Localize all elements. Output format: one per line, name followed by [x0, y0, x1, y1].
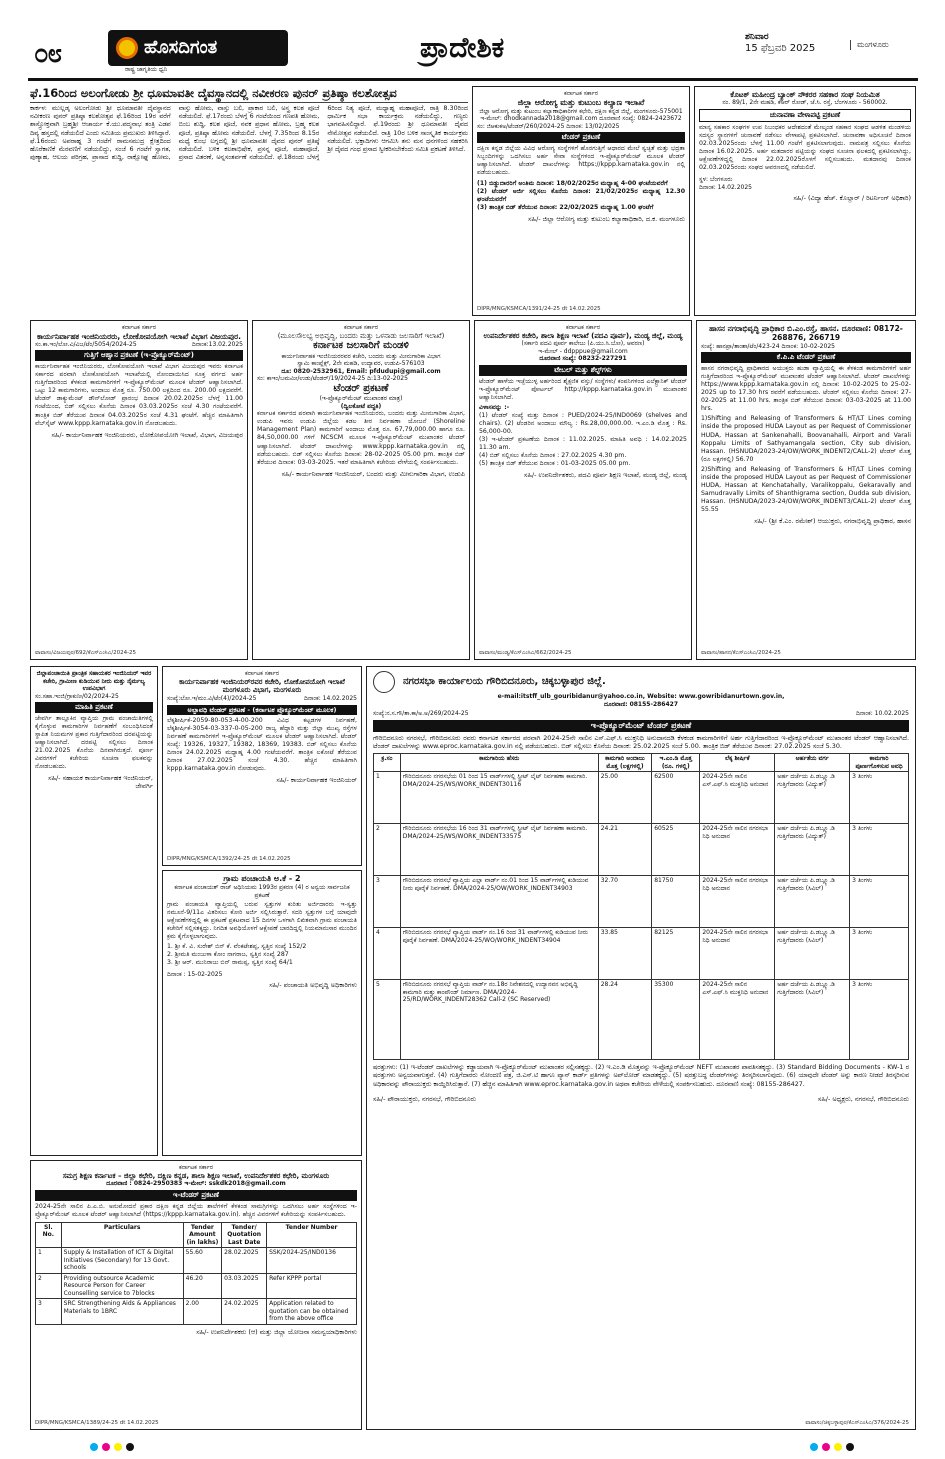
- ad-body: ಮಾನ್ಯ ಸಹಕಾರ ಸಂಘಗಳ ಉಪ ನಿಬಂಧಕರ ಆದೇಶದಂತೆ ಮೇಲ್ಕಂಡ ಸಹಕಾರ ಸಂಘದ ಆಡಳಿತ ಮಂಡಳಿಯ ಸದಸ್ಯರ ಸ್ಥಾನಗಳಿಗೆ ಚುನಾವಣೆ ನಡೆಸಲು ವೇಳಾಪಟ್ಟಿ ಪ್ರಕಟಿಸಲಾಗಿದೆ. ಚುನಾವಣಾ ಅಧಿಸೂಚನೆ ದಿನಾಂಕ 02.03.2025ರಂದು ಬೆಳಗ್ಗೆ 11.00 ಗಂಟೆಗೆ ಪ್ರಕಟಿಸಲಾಗುವುದು. ನಾಮಪತ್ರ ಸಲ್ಲಿಸಲು ಕೊನೆಯ ದಿನಾಂಕ 16.02.2025. ಅರ್ಹ ಮತದಾರರ ಪಟ್ಟಿಯನ್ನು ಸಂಘದ ಸೂಚನಾ ಫಲಕದಲ್ಲಿ ಪ್ರಕಟಿಸಲಾಗಿದ್ದು, ಆಕ್ಷೇಪಣೆಗಳಿದ್ದಲ್ಲಿ ದಿನಾಂಕ 22.02.2025ರೊಳಗೆ ಸಲ್ಲಿಸಬಹುದು. ಮತದಾನವು ದಿನಾಂಕ 02.03.2025ರಂದು ಸಂಘದ ಆವರಣದಲ್ಲಿ ನಡೆಯಲಿದೆ.: [699, 123, 911, 171]
- ad-sign: ಸಹಿ/- ಕಾರ್ಯನಿರ್ವಾಹಕ ಇಂಜಿನಿಯರ್: [276, 776, 357, 785]
- ad-work-item: 1)Shifting and Releasing of Transformers & HT/LT Lines coming inside the proposed HUDA Layout as per Request of Commissioner HUDA, Hassan at Sankenahalli, Boovanahalli, Airport and Varali Koppalu Limits of Sathyamangala section, City sub division, Hassan. (HSNUDA/2023-24/OW/WORK_INDENT2/CALL-2) ಟೆಂಡರ್ ಮೊತ್ತ (ರೂ ಲಕ್ಷಗಳಲ್ಲಿ) 56.70: [701, 415, 911, 463]
- ad-dipr: DIPR/MNG/KSMCA/1392/24-25 dt 14.02.2025: [167, 856, 291, 863]
- ad-sign: ಸಹಿ/- ಪಂಚಾಯತಿ ಅಭಿವೃದ್ಧಿ ಅಧಿಕಾರಿಗಳು: [269, 981, 357, 989]
- table-cell: 4: [374, 928, 401, 980]
- table-header: ಕಾಮಗಾರಿ ಅಂದಾಜು ಮೊತ್ತ (ಲಕ್ಷಗಳಲ್ಲಿ): [598, 754, 652, 772]
- ad-office: ಹಾಸನ ನಗರಾಭಿವೃದ್ಧಿ ಪ್ರಾಧಿಕಾರ ಬಿ.ಎಂ.ರಸ್ತೆ, ಹಾಸನ. ದೂರವಾಣಿ: 08172-268876, 266719: [709, 324, 903, 343]
- table-cell: 28.02.2025: [222, 1248, 267, 1274]
- city-edition: ಮಂಗಳೂರು: [850, 40, 889, 50]
- ad-item: 3. ಶ್ರೀ ಆರ್. ಮುನಿರಾಜು ಬಿನ್ ರಾಮಪ್ಪ, ಸ್ವತ್ತಿನ ಸಂಖ್ಯೆ 64/1: [167, 959, 293, 967]
- ssk-tender-table: [35, 1222, 357, 1325]
- table-cell: 2024-25ನೇ ಸಾಲಿನ ಎಸ್.ಎಫ್.ಸಿ ಮುಕ್ತನಿಧಿ ಅನುದಾನ: [700, 980, 775, 1060]
- table-cell: 3: [36, 1299, 62, 1325]
- table-cell: 32.70: [598, 876, 652, 928]
- ad-address: ಜಿಲ್ಲಾ ಆರೋಗ್ಯ ಮತ್ತು ಕುಟುಂಬ ಕಲ್ಯಾಣಾಧಿಕಾರಿಗಳ ಕಛೇರಿ, ದಕ್ಷಿಣ ಕನ್ನಡ ಜಿಲ್ಲೆ, ಮಂಗಳೂರು-575001: [479, 107, 683, 115]
- ad-email: ಇ-ಮೇಲ್: dhodkannada2018@gmail.com ದೂರವಾಣಿ ಸಂಖ್ಯೆ: 0824-2423672: [480, 115, 682, 122]
- ad-gov: ಕರ್ನಾಟಕ ಸರ್ಕಾರ: [343, 324, 379, 331]
- table-row: [374, 772, 909, 824]
- table-cell: 3 ತಿಂಗಳು: [850, 876, 909, 928]
- ad-rural-water: [30, 666, 158, 1156]
- sun-logo-icon: [116, 37, 138, 59]
- table-cell: ಗೌರಿಬಿದನೂರು ನಗರಸಭೆ ವ್ಯಾಪ್ತಿಯ ವಾರ್ಡ್ ನಂ.18ರ ನಿವೇಶನದಲ್ಲಿ ಉದ್ಯಾನವನ ಅಭಿವೃದ್ಧಿ ಕಾಮಗಾರಿ ಮತ್ತು ಕಾಂಪೌಂಡ್ ನಿರ್ಮಾಣ. DMA/2024-25/RD/WORK_INDENT28362 Call-2 (SC Reserved): [400, 980, 598, 1060]
- table-cell: 62500: [652, 772, 700, 824]
- ad-pwd-vijayapura: [30, 320, 248, 660]
- brand-tagline: ರಾಷ್ಟ್ರ ಜಾಗೃತಿಯ ಧ್ವನಿ: [125, 66, 168, 73]
- ad-gov: ಕರ್ನಾಟಕ ಸರ್ಕಾರ: [244, 670, 280, 677]
- ad-title: ಟೆಂಡರ್ ಪ್ರಕಟಣೆ: [333, 382, 389, 394]
- ad-gov: ಕರ್ನಾಟಕ ಸರ್ಕಾರ: [565, 324, 601, 331]
- ad-sign: ಸಹಿ/- ಪೌರಾಯುಕ್ತರು, ನಗರಸಭೆ, ಗೌರಿಬಿದನೂರು: [373, 1094, 477, 1103]
- ad-sign: ಸಹಿ/- (ಶ್ರೀ ಕೆ.ಎಂ. ರಮೇಶ್) ಆಯುಕ್ತರು, ನಗರಾಭಿವೃದ್ಧಿ ಪ್ರಾಧಿಕಾರ, ಹಾಸನ: [754, 517, 911, 526]
- ad-work-item: 2)Shifting and Releasing of Transformers & HT/LT Lines coming inside the proposed HUDA Layout as per Request of Commissioner HUDA, Hassan at Kenchatahally, Varalikoppalu, Gekaravally and Samudravally Limits of Shanthigrama section, Dudda sub division, Hassan. (HSNUDA/2023-24/OW/WORK_INDENT3/CALL-2) ಟೆಂಡರ್ ಮೊತ್ತ 55.55: [701, 465, 911, 514]
- ad-detail-line: (4) ಬಿಡ್ ಸಲ್ಲಿಸಲು ಕೊನೆಯ ದಿನಾಂಕ : 27.02.2025 4.30 pm.: [479, 452, 627, 460]
- table-cell: 03.03.2025: [222, 1273, 267, 1299]
- ad-office: ನಗರಸಭಾ ಕಾರ್ಯಾಲಯ ಗೌರಿಬಿದನೂರು, ಚಿಕ್ಕಬಳ್ಳಾಪುರ ಜಿಲ್ಲೆ.: [403, 675, 606, 687]
- table-cell: 3: [374, 876, 401, 928]
- table-header: ಲೆಕ್ಕ ಶೀರ್ಷಿಕೆ: [700, 754, 775, 772]
- table-cell: 24.21: [598, 824, 652, 876]
- table-cell: ಗೌರಿಬಿದನೂರು ನಗರಸಭೆ ವ್ಯಾಪ್ತಿಯ ವಾರ್ಡ್ ನಂ.16 ರಿಂದ 31 ವಾರ್ಡ್‌ಗಳಲ್ಲಿ ಕುಡಿಯುವ ನೀರು ಪೂರೈಕೆ ನಿರ್ವಹಣೆ. DMA/2024-25/WO/WORK_INDENT34904: [400, 928, 598, 980]
- ad-detail-line: (3) ಇ-ಟೆಂಡರ್ ಪ್ರಕಟಣೆಯ ದಿನಾಂಕ : 11.02.2025. ಮಾಹಿತಿ ಅವಧಿ : 14.02.2025 11.30 am.: [479, 435, 687, 451]
- ad-sign: ಸಹಿ/- ಜಿಲ್ಲಾ ಆರೋಗ್ಯ ಮತ್ತು ಕುಟುಂಬ ಕಲ್ಯಾಣಾಧಿಕಾರಿ, ದ.ಕ. ಮಂಗಳೂರು: [528, 215, 685, 224]
- table-cell: Supply & Installation of ICT & Digital Initiatives (Secondary) for 13 Govt. schools: [61, 1248, 183, 1274]
- ad-detail-line: ವಿಳಾಸವನ್ನು :-: [479, 403, 510, 411]
- ad-date-line: (3) ತಾಂತ್ರಿಕ ಬಿಡ್ ತೆರೆಯುವ ದಿನಾಂಕ: 22/02/2025 ಮಧ್ಯಾಹ್ನ 1.00 ಘಂಟೆಗೆ: [477, 204, 654, 212]
- ad-ref: ಸಂ: ಜಿಆಕುಕಅ/ಟೆಂಡರ್/260/2024-25 ದಿನಾಂಕ: 13/02/2025: [477, 122, 620, 130]
- table-header-row: [36, 1222, 357, 1248]
- emblem-icon: [373, 671, 395, 693]
- ad-date: ದಿನಾಂಕ: 14.02.2025: [699, 183, 752, 191]
- ad-item: 1. ಶ್ರೀ ಕೆ. ವಿ. ಸುರೇಶ್ ಬಿನ್ ಕೆ. ವೆಂಕಟೇಶಪ್ಪ, ಸ್ವತ್ತಿನ ಸಂಖ್ಯೆ 152/2: [167, 943, 307, 951]
- ad-sub: (ಸರ್ಕಾರಿ ಪದವಿ ಪೂರ್ವ ಕಾಲೇಜು (ಪಿ.ಯು.ಸಿ.ಬೋ), ಆವರಣ): [521, 340, 645, 348]
- table-row: [374, 876, 909, 928]
- table-cell: 2: [374, 824, 401, 876]
- ad-gov: ಕರ್ನಾಟಕ ಸರ್ಕಾರ: [563, 90, 599, 97]
- ad-ref: ಸಂ.ಸಹಾ.ಇಂಜಿ/ಗ್ರಾಕುನೀ/02/2024-25: [35, 692, 119, 700]
- table-row: [374, 928, 909, 980]
- table-cell: 82125: [652, 928, 700, 980]
- table-row: [374, 980, 909, 1060]
- table-cell: 55.60: [183, 1248, 222, 1274]
- table-cell: 46.20: [183, 1273, 222, 1299]
- ad-title: ಚುನಾವಣಾ ವೇಳಾಪಟ್ಟಿ ಪ್ರಕಟಣೆ: [699, 109, 911, 122]
- table-header: Sl. No.: [36, 1222, 62, 1248]
- table-header: Tender Number: [267, 1222, 357, 1248]
- newspaper-logo: [108, 30, 288, 66]
- registration-mark: [90, 1443, 98, 1451]
- ad-detail-line: (5) ತಾಂತ್ರಿಕ ಬಿಡ್ ತೆರೆಯುವ ದಿನಾಂಕ : 01-03-2025 05.00 pm.: [479, 460, 631, 468]
- ad-sub: ಕಾರ್ಯನಿರ್ವಾಹಕ ಇಂಜಿನಿಯರರವರ ಕಚೇರಿ, ಬಂದರು ಮತ್ತು ಮೀನುಗಾರಿಕಾ ವಿಭಾಗ: [281, 352, 441, 360]
- ad-dept: (ಮೂಲಸೌಲಭ್ಯ ಅಭಿವೃದ್ಧಿ, ಬಂದರು ಮತ್ತು ಒಳನಾಡು ಜಲಸಾರಿಗೆ ಇಲಾಖೆ): [277, 331, 445, 340]
- day: ಶನಿವಾರ: [745, 32, 769, 42]
- ad-email: ಇ-ಮೇಲ್ - ddpppue@gmail.com: [538, 347, 628, 355]
- ad-pwd-mangaluru: [162, 666, 362, 866]
- ad-phone: ದೂರವಾಣಿ : 0824-2950383 ಇ-ಮೇಲ್: sskdk2018@gmail.com: [106, 1180, 286, 1188]
- table-cell: 3 ತಿಂಗಳು: [850, 980, 909, 1060]
- registration-mark: [834, 1443, 842, 1451]
- ad-sign: ಸಹಿ/- ಕಾರ್ಯನಿರ್ವಾಹಕ ಇಂಜಿನಿಯರರು, ಲೋಕೋಪಯೋಗಿ ಇಲಾಖೆ, ವಿಭಾಗ, ವಿಜಯಪುರ: [51, 430, 243, 439]
- table-cell: 1: [36, 1248, 62, 1274]
- ad-address: ಸ್ವಾಮಿ ಕಾಂಪ್ಲೆಕ್ಸ್, 2ನೇ ಮಹಡಿ, ಉದ್ಯಾವರ, ಉಡುಪಿ-576103: [297, 360, 425, 368]
- table-cell: 24.02.2025: [222, 1299, 267, 1325]
- ad-body: ಕರ್ನಾಟಕ ಸರ್ಕಾರದ ಪರವಾಗಿ ಕಾರ್ಯನಿರ್ವಾಹಕ ಇಂಜಿನಿಯರರು, ಬಂದರು ಮತ್ತು ಮೀನುಗಾರಿಕಾ ವಿಭಾಗ, ಉಡುಪಿ ಇವರು ಉಡುಪಿ ಜಿಲ್ಲೆಯ ಕಡಲ ತೀರ ನಿರ್ವಹಣಾ ಯೋಜನೆ (Shoreline Management Plan) ಕಾಮಗಾರಿಗೆ ಅಂದಾಜು ಮೊತ್ತ ರೂ. 67,79,000.00 ಹಾಗೂ ರೂ. 84,50,000.00 ಗಳಿಗೆ NCSCM ಮೂಲಕ ಇ-ಪ್ರೊಕ್ಯೂರ್‌ಮೆಂಟ್ ಮುಖಾಂತರ ಟೆಂಡರ್ ಆಹ್ವಾನಿಸಲಾಗಿದೆ. ಟೆಂಡರ್ ದಾಖಲೆಗಳನ್ನು www.kppp.karnataka.gov.in ನಲ್ಲಿ ಪಡೆಯಬಹುದು. ಬಿಡ್ ಸಲ್ಲಿಸಲು ಕೊನೆಯ ದಿನಾಂಕ: 28-02-2025 05.00 pm. ತಾಂತ್ರಿಕ ಬಿಡ್ ತೆರೆಯುವ ದಿನಾಂಕ: 03-03-2025. ಇತರೆ ಮಾಹಿತಿಗಾಗಿ ಕಚೇರಿಯ ವೇಳೆಯಲ್ಲಿ ಸಂಪರ್ಕಿಸಬಹುದು.: [257, 410, 465, 466]
- ad-office: ಕಾರ್ಯನಿರ್ವಾಹಕ ಇಂಜಿನಿಯರ್‌ರವರ ಕಚೇರಿ, ಲೋಕೋಪಯೋಗಿ ಇಲಾಖೆ ಮಂಗಳೂರು ವಿಭಾಗ, ಮಂಗಳೂರು: [179, 677, 345, 695]
- ad-sign: ಸಹಿ/- ಕಾರ್ಯನಿರ್ವಾಹಕ ಇಂಜಿನಿಯರ್, ಬಂದರು ಮತ್ತು ಮೀನುಗಾರಿಕಾ ವಿಭಾಗ, ಉಡುಪಿ: [281, 469, 465, 478]
- ad-detail-line: (1) ಟೆಂಡರ್ ಸಂಖ್ಯೆ ಮತ್ತು ದಿನಾಂಕ : PUED/2024-25/IND0069 (shelves and chairs). (2) ಟೆಂಡರಿನ ಅಂದಾಜು ಮೌಲ್ಯ : Rs.28,00,000.00. ಇ.ಎಂ.ಡಿ ಮೊತ್ತ : Rs. 56,000-00.: [479, 411, 687, 435]
- ad-date: ದಿನಾಂಕ: 10.02.2025: [856, 710, 909, 717]
- ad-title: ಗ್ರಾಮ ಪಂಚಾಯತಿ ಅ.ಕೆ - 2: [223, 874, 301, 883]
- table-header: ಕ್ರ.ಸಂ: [374, 754, 401, 772]
- ad-dipr: ವಾವಾಸಂ/ಚಿಕ್ಕಬಳ್ಳಾಪುರ/ಕೆಎಸ್ಎಂಸಿಎ/376/2024-25: [805, 1420, 909, 1427]
- table-cell: 3 ತಿಂಗಳು: [850, 772, 909, 824]
- table-row: [36, 1273, 357, 1299]
- table-row: [36, 1299, 357, 1325]
- ad-ssk-dk: [30, 1160, 362, 1430]
- table-cell: Refer KPPP portal: [267, 1273, 357, 1299]
- table-cell: ಅರ್ಹ ದರ್ಜೆಯ ಪಿ.ಡಬ್ಲ್ಯೂ.ಡಿ ಗುತ್ತಿಗೆದಾರರು (ಸಿವಿಲ್): [775, 876, 850, 928]
- ad-conditions: ಷರತ್ತುಗಳು: (1) ಇ-ಟೆಂಡರ್ ದಾಖಲೆಗಳನ್ನು ಕಡ್ಡಾಯವಾಗಿ ಇ-ಪ್ರೊಕ್ಯೂರ್‌ಮೆಂಟ್ ಮುಖಾಂತರ ಸಲ್ಲಿಸತಕ್ಕದ್ದು. (2) ಇ.ಎಂ.ಡಿ ಮೊತ್ತವನ್ನು ಇ-ಪ್ರೊಕ್ಯೂರ್‌ಮೆಂಟ್ NEFT ಮುಖಾಂತರ ಪಾವತಿಸತಕ್ಕದ್ದು. (3) Standard Bidding Documents - KW-1 ರ ಷರತ್ತುಗಳು ಅನ್ವಯವಾಗುತ್ತವೆ. (4) ಗುತ್ತಿಗೆದಾರರು ನೋಂದಣಿ ಪತ್ರ, ಜಿ.ಎಸ್.ಟಿ ಹಾಗೂ ಪ್ಯಾನ್ ಕಾರ್ಡ್ ಪ್ರತಿಗಳನ್ನು ಅಪ್‌ಲೋಡ್ ಮಾಡತಕ್ಕದ್ದು. (5) ಷರತ್ತುಬದ್ಧ ಟೆಂಡರ್‌ಗಳನ್ನು ತಿರಸ್ಕರಿಸಲಾಗುವುದು. (6) ಯಾವುದೇ ಟೆಂಡರ್ ಅನ್ನು ಕಾರಣ ನೀಡದೆ ತಿರಸ್ಕರಿಸುವ ಅಧಿಕಾರವನ್ನು ಪೌರಾಯುಕ್ತರು ಕಾಯ್ದಿರಿಸಿರುತ್ತಾರೆ. (7) ಹೆಚ್ಚಿನ ಮಾಹಿತಿಗಾಗಿ www.eproc.karnataka.gov.in ಅಥವಾ ಕಚೇರಿಯ ವೇಳೆಯಲ್ಲಿ ಸಂಪರ್ಕಿಸಬಹುದು. ದೂರವಾಣಿ ಸಂಖ್ಯೆ: 08155-286427.: [373, 1064, 909, 1088]
- ad-subtitle: (ಇ-ಪ್ರೊಕ್ಯೂರ್‌ಮೆಂಟ್ ಮುಖಾಂತರ ಮಾತ್ರ): [319, 395, 403, 403]
- table-cell: SSK/2024-25/IND0136: [267, 1248, 357, 1274]
- registration-mark: [126, 1443, 134, 1451]
- ad-dk-health: [472, 86, 690, 316]
- ad-body: ಲೆಕ್ಕಶೀರ್ಷಿಕೆ-2059-80-053-4-00-200 ವಿವಿಧ ಕಟ್ಟಡಗಳ ನಿರ್ವಹಣೆ, ಲೆಕ್ಕಶೀರ್ಷಿಕೆ-3054-03-337-0-05-200 ರಾಜ್ಯ ಹೆದ್ದಾರಿ ಮತ್ತು ಜಿಲ್ಲಾ ಮುಖ್ಯ ರಸ್ತೆಗಳ ನಿರ್ವಹಣೆ ಕಾಮಗಾರಿಗಳಿಗೆ ಇ-ಪ್ರೊಕ್ಯೂರ್‌ಮೆಂಟ್ ಮೂಲಕ ಟೆಂಡರ್ ಆಹ್ವಾನಿಸಲಾಗಿದೆ. ಟೆಂಡರ್ ಸಂಖ್ಯೆ: 19326, 19327, 19382, 18369, 19383. ಬಿಡ್ ಸಲ್ಲಿಸಲು ಕೊನೆಯ ದಿನಾಂಕ 24.02.2025 ಮಧ್ಯಾಹ್ನ 4.00 ಗಂಟೆಯವರೆಗೆ. ತಾಂತ್ರಿಕ ಲಕೋಟೆ ತೆರೆಯುವ ದಿನಾಂಕ 27.02.2025 ಸಂಜೆ 4.30. ಹೆಚ್ಚಿನ ಮಾಹಿತಿಗಾಗಿ kppp.karnataka.gov.in ನೋಡುವುದು.: [167, 716, 357, 772]
- ad-dipr: ವಾವಾಸಂ/ವಿಜಯಪುರ/692/ಕೆಎಸ್ಎಂಸಿಎ/2024-25: [35, 650, 137, 657]
- table-header: Particulars: [61, 1222, 183, 1248]
- news-article: ಕಾರ್ಕಳ: ಮುಲ್ಲಡ್ಕ ಅಲಂಗೋಡು ಶ್ರೀ ಧೂಮಾವತೀ ದೈವಸ್ಥಾನದ ನವೀಕರಣ ಪುನರ್ ಪ್ರತಿಷ್ಠಾ ಕಲಶೋತ್ಸವ ಫೆ.16ರಿಂದ 19ರ ವರೆಗೆ ಶಾಸ್ತ್ರೋಕ್ತವಾಗಿ ಬ್ರಹ್ಮಶ್ರೀ ಆಚಾರ್ಯ ಕೆ.ಯು.ಪದ್ಮನಾಭ ತಂತ್ರಿ ಎಡಪ ದಿವ್ಯ ಹಸ್ತದಲ್ಲಿ ನಡೆಯಲಿದೆ ಎಂದು ಸಮಿತಿಯ ಪ್ರಮುಖರು ತಿಳಿಸಿದ್ದಾರೆ. ಫೆ.16ರಂದು ಅಪರಾಹ್ನ 3 ಗಂಟೆಗೆ ರಾಮಸಮುದ್ರ ಕ್ಷೇತ್ರದಿಂದ ಹೊರೆಕಾಣಿಕೆ ಮೆರವಣಿಗೆ ನಡೆಯಲಿದ್ದು, ಸಂಜೆ 6 ಗಂಟೆಗೆ ಸ್ವಾಗತ, ಪುಣ್ಯಾಹ, ಆಲಯ ಪರಿಗ್ರಹ, ಪ್ರಾಸಾದ ಶುದ್ಧಿ, ರಾಕ್ಷೋಘ್ನ ಹೋಮ, ವಾಸ್ತು ಹೋಮ, ವಾಸ್ತು ಬಲಿ, ಪ್ರಾಕಾರ ಬಲಿ, ಅಸ್ತ್ರ ಕಲಶ ಪೂಜೆ ನಡೆಯಲಿದೆ. ಫೆ.17ರಂದು ಬೆಳಗ್ಗೆ 6 ಗಂಟೆಯಿಂದ ಗಣಪತಿ ಹೋಮ, ಬಿಂಬ ಶುದ್ಧಿ, ಕಲಶ ಪೂಜೆ, ನವಕ ಪ್ರಧಾನ ಹೋಮ, ಬ್ರಹ್ಮ ಕಲಶ ಪೂಜೆ, ಪ್ರತಿಷ್ಠಾ ಹೋಮ ನಡೆಯಲಿದೆ. ಬೆಳಗ್ಗೆ 7.35ರಿಂದ 8.15ರ ಮಧ್ಯೆ ಕುಂಭ ಲಗ್ನದಲ್ಲಿ ಶ್ರೀ ಧೂಮಾವತೀ ದೈವದ ಪುನರ್ ಪ್ರತಿಷ್ಠೆ ನಡೆಯಲಿದೆ. ಬಳಿಕ ಕಲಶಾಭಿಷೇಕ, ಪ್ರಸನ್ನ ಪೂಜೆ, ಮಹಾಪೂಜೆ, ಪ್ರಸಾದ ವಿತರಣೆ, ಅನ್ನಸಂತರ್ಪಣೆ ನಡೆಯಲಿದೆ. ಫೆ.18ರಂದು ಬೆಳಗ್ಗೆ 6ರಿಂದ ನಿತ್ಯ ಪೂಜೆ, ಮಧ್ಯಾಹ್ನ ಮಹಾಪೂಜೆ, ರಾತ್ರಿ 8.30ರಿಂದ ಧಾರ್ಮಿಕ ಸಭಾ ಕಾರ್ಯಕ್ರಮ ನಡೆಯಲಿದ್ದು, ಗಣ್ಯರು ಭಾಗವಹಿಸಲಿದ್ದಾರೆ. ಫೆ.19ರಂದು ಶ್ರೀ ಧೂಮಾವತೀ ದೈವದ ನೇಮೋತ್ಸವ ನಡೆಯಲಿದೆ. ರಾತ್ರಿ 10ರ ಬಳಿಕ ಸಾಂಸ್ಕೃತಿಕ ಕಾರ್ಯಕ್ರಮ ನಡೆಯಲಿದೆ. ಭಕ್ತಾದಿಗಳು ಆಗಮಿಸಿ ತನು ಮನ ಧನಗಳಿಂದ ಸಹಕರಿಸಿ ಶ್ರೀ ದೈವದ ಗಂಧ ಪ್ರಸಾದ ಸ್ವೀಕರಿಸಬೇಕೆಂದು ಸಮಿತಿ ಪ್ರಕಟಣೆ ತಿಳಿಸಿದೆ.: [30, 104, 468, 162]
- table-header: ಕಾಮಗಾರಿ ಪೂರ್ಣಗೊಳಿಸುವ ಅವಧಿ: [850, 754, 909, 772]
- ad-title: ಇ-ಪ್ರೊಕ್ಯೂರ್‌ಮೆಂಟ್ ಟೆಂಡರ್ ಪ್ರಕಟಣೆ: [373, 720, 909, 732]
- ad-date: ದಿನಾಂಕ:13.02.2025: [191, 340, 243, 348]
- table-cell: Providing outsource Academic Resource Person for Career Counselling service to 7blocks: [61, 1273, 183, 1299]
- table-cell: 2024-25ನೇ ಸಾಲಿನ ನಗರಸಭಾ ನಿಧಿ ಅನುದಾನ: [700, 876, 775, 928]
- ad-body: ಗೌರಿಬಿದನೂರು ನಗರಸಭೆ, ಗೌರಿಬಿದನೂರು ರವರು ಕರ್ನಾಟಕ ಸರ್ಕಾರದ ಪರವಾಗಿ 2024-25ನೇ ಸಾಲಿನ ಎಸ್.ಎಫ್.ಸಿ ಮುಕ್ತನಿಧಿ ಅನುದಾನದಡಿ ಕೆಳಕಂಡ ಕಾಮಗಾರಿಗಳಿಗೆ ಅರ್ಹ ಗುತ್ತಿಗೆದಾರರಿಂದ ಇ-ಪ್ರೊಕ್ಯೂರ್‌ಮೆಂಟ್ ಮುಖಾಂತರ ಟೆಂಡರ್ ಆಹ್ವಾನಿಸಲಾಗಿದೆ. ಟೆಂಡರ್ ದಾಖಲೆಗಳನ್ನು www.eproc.karnataka.gov.in ನಲ್ಲಿ ಪಡೆಯಬಹುದು. ಬಿಡ್ ಸಲ್ಲಿಸಲು ಕೊನೆಯ ದಿನಾಂಕ: 25.02.2025 ಸಂಜೆ 5.00. ತಾಂತ್ರಿಕ ಬಿಡ್ ತೆರೆಯುವ ದಿನಾಂಕ: 27.02.2025 ಸಂಜೆ 5.30.: [373, 733, 909, 750]
- ad-office: ಕರ್ನಾಟಕ ಜಲಸಾರಿಗೆ ಮಂಡಳಿ: [313, 340, 409, 352]
- ad-office: ಜಿಲ್ಲಾಪಂಚಾಯಿತಿ ಪ್ರಾಂತ್ರಿಕ ಸಹಾಯಕರ ಇಂಜಿನಿಯರ್ ಇವರ ಕಚೇರಿ, ಗ್ರಾಮೀಣ ಕುಡಿಯುವ ನೀರು ಮತ್ತು ನೈರ್ಮಲ್ಯ ಉಪವಿಭಾಗ: [36, 670, 152, 692]
- page-number: ೦೮: [34, 39, 62, 69]
- ad-sign: ಸಹಿ/- (ವಿದ್ಯಾ ಹೆಚ್. ಕೊಲ್ಲಾರ್ / ರಿಟರ್ನಿಂಗ್ ಅಧಿಕಾರಿ): [793, 194, 911, 202]
- table-header-row: [374, 754, 909, 772]
- table-cell: 60525: [652, 824, 700, 876]
- ad-dipr: ವಾವಾಸಂ/ಮಂಡ್ಯ/ಕೆಎಸ್ಎಂಸಿಎ/662/2024-25: [479, 650, 572, 657]
- section-title: ಪ್ರಾದೇಶಿಕ: [420, 31, 505, 64]
- ad-sign: ಸಹಿ/- ಉಪನಿರ್ದೇಶಕರು (ಆ) ಮತ್ತು ಜಿಲ್ಲಾ ಯೋಜನಾ ಸಮನ್ವಯಾಧಿಕಾರಿಗಳು: [196, 1327, 357, 1336]
- gauri-tender-table: [373, 753, 909, 1060]
- ad-office: ಜಿಲ್ಲಾ ಆರೋಗ್ಯ ಮತ್ತು ಕುಟುಂಬ ಕಲ್ಯಾಣ ಇಲಾಖೆ: [517, 97, 645, 107]
- ad-gov: ಕರ್ನಾಟಕ ಸರ್ಕಾರ: [121, 324, 157, 331]
- ad-phone: ದೂರವಾಣಿ ಸಂಖ್ಯೆ: 08232-227291: [539, 355, 627, 363]
- table-cell: 25.00: [598, 772, 652, 824]
- registration-mark: [114, 1443, 122, 1451]
- ad-kotak-society: [694, 86, 916, 316]
- registration-mark: [846, 1443, 854, 1451]
- ad-title: ಮಾಹಿತಿ ಪ್ರಕಟಣೆ: [35, 702, 153, 713]
- ad-body: ಹಾಸನ ನಗರಾಭಿವೃದ್ಧಿ ಪ್ರಾಧಿಕಾರದ ಅಯುಕ್ತರು ಹುಡಾ ವ್ಯಾಪ್ತಿಯಲ್ಲಿ ಈ ಕೆಳಕಂಡ ಕಾಮಗಾರಿಗಳಿಗೆ ಅರ್ಹ ಗುತ್ತಿಗೆದಾರರಿಂದ ಇ-ಪ್ರೊಕ್ಯೂರ್‌ಮೆಂಟ್ ಮುಖಾಂತರ ಟೆಂಡರ್ ಆಹ್ವಾನಿಸಲಾಗಿದೆ. ಟೆಂಡರ್ ದಾಖಲೆಗಳನ್ನು https://www.kppp.karnataka.gov.in ನಲ್ಲಿ ದಿನಾಂಕ: 10-02-2025 to 25-02-2025 up to 17.30 hrs ರವರೆಗೆ ಪಡೆಯಬಹುದು. ಟೆಂಡರ್ ಸಲ್ಲಿಸಲು ಕೊನೆಯ ದಿನಾಂಕ: 27-02-2025 at 11.00 hrs. ತಾಂತ್ರಿಕ ಬಿಡ್ ತೆರೆಯುವ ದಿನಾಂಕ: 03-03-2025 at 11.00 hrs.: [701, 365, 911, 413]
- ad-mandya-pue: [474, 320, 692, 660]
- ad-title: ಕೆ.ಪಿ.ಪಿ ಟೆಂಡರ್ ಪ್ರಕಟಣೆ: [701, 352, 911, 363]
- ad-body: ಟೆಂಡರ್ ಹಾಳೆಯ ಇಚ್ಛೆಯುಳ್ಳ ಅರ್ಹರಿಂದ ಶೈಕ್ಷಣಿಕ ವಸ್ತು/ ಸಂಸ್ಥೆಗಳು/ ಕಂಪನಿಗಳಿಂದ ಎಲೆಕ್ಟ್ರಾನಿಕ್ ಟೆಂಡರ್ ಇ-ಪ್ರೊಕ್ಯೂರ್‌ಮೆಂಟ್ ಪೋರ್ಟಲ್ http://kppp.karnataka.gov.in ಮುಖಾಂತರ ಆಹ್ವಾನಿಸಲಾಗಿದೆ.: [479, 377, 687, 401]
- ad-body: ಗ್ರಾಮ ಪಂಚಾಯತಿ ವ್ಯಾಪ್ತಿಯಲ್ಲಿ ಬರುವ ಸ್ವತ್ತುಗಳ ಕುರಿತು ಅರ್ಜಿದಾರರು ಇ-ಸ್ವತ್ತು ನಮೂನೆ-9/11ಎ ವಿತರಿಸಲು ಕೋರಿ ಅರ್ಜಿ ಸಲ್ಲಿಸಿರುತ್ತಾರೆ. ಸದರಿ ಸ್ವತ್ತುಗಳ ಬಗ್ಗೆ ಯಾವುದೇ ಆಕ್ಷೇಪಣೆಗಳಿದ್ದಲ್ಲಿ ಈ ಪ್ರಕಟಣೆ ಪ್ರಕಟವಾದ 15 ದಿನಗಳ ಒಳಗಾಗಿ ಲಿಖಿತವಾಗಿ ಗ್ರಾಮ ಪಂಚಾಯತಿ ಕಚೇರಿಗೆ ಸಲ್ಲಿಸತಕ್ಕದ್ದು. ನಿಗದಿತ ಅವಧಿಯೊಳಗೆ ಆಕ್ಷೇಪಣೆ ಬಾರದಿದ್ದಲ್ಲಿ ನಿಯಮಾನುಸಾರ ಮುಂದಿನ ಕ್ರಮ ಕೈಗೊಳ್ಳಲಾಗುವುದು.: [167, 901, 357, 941]
- header-rule: [28, 78, 918, 81]
- brand-name: ಹೊಸದಿಗಂತ: [144, 36, 218, 58]
- ad-ref: ಸಂಖ್ಯೆ:ನ.ಸ.ಗೌ/ತಾ.ಕಾ/ಅ.ಅ/269/2024-25: [373, 710, 469, 717]
- ad-phone: ದೂರವಾಣಿ: 08155-286427: [604, 700, 678, 708]
- registration-mark: [810, 1443, 818, 1451]
- ad-ref: ಸಂಖ್ಯೆ: ಹಾನಪ್ರಾ/ತಾಂಶಾ/ಟೆಂ/423-24 ದಿನಾಂಕ: 10-02-2025: [701, 342, 835, 350]
- ad-body: ಜೇವರ್ಗಿ ತಾಲ್ಲೂಕಿನ ವ್ಯಾಪ್ತಿಯ ಗ್ರಾಮ ಪಂಚಾಯಿತಿಗಳಲ್ಲಿ ಕೈಗೊಳ್ಳುವ ಕಾಮಗಾರಿಗಳ ನಿರ್ವಹಣೆಗೆ ಸಂಬಂಧಿಸಿದಂತೆ ಸ್ಥಾಪಿತ ನಿಯಮಗಳ ಪ್ರಕಾರ ಗುತ್ತಿಗೆದಾರರಿಂದ ದರಪಟ್ಟಿಯನ್ನು ಆಹ್ವಾನಿಸಲಾಗಿದೆ. ದರಪಟ್ಟಿ ಸಲ್ಲಿಸಲು ದಿನಾಂಕ 21.02.2025 ಕೊನೆಯ ದಿನವಾಗಿರುತ್ತದೆ. ಪೂರ್ಣ ವಿವರಗಳಿಗೆ ಕಚೇರಿಯ ಸೂಚನಾ ಫಲಕವನ್ನು ನೋಡಬಹುದು.: [35, 714, 153, 771]
- ad-huda-hassan: [696, 320, 916, 660]
- ad-title: ಗುತ್ತಿಗೆ ಆಹ್ವಾನ ಪ್ರಕಟಣೆ (ಇ-ಪ್ರೊಕ್ಯೂರ್‌ಮೆಂಟ್): [35, 350, 243, 361]
- ad-sign: ಸಹಿ/- ಉಪನಿರ್ದೇಶಕರು, ಪದವಿ ಪೂರ್ವ ಶಿಕ್ಷಣ ಇಲಾಖೆ, ಮಂಡ್ಯ ಜಿಲ್ಲೆ, ಮಂಡ್ಯ: [524, 471, 687, 480]
- ad-dipr: DIPR/MNG/KSMCA/1391/24-25 dt 14.02.2025: [477, 306, 601, 313]
- ad-title: ಇ-ಟೆಂಡರ್ ಪ್ರಕಟಣೆ: [35, 1190, 357, 1201]
- table-cell: 2024-25ನೇ ಸಾಲಿನ ನಗರಸಭಾ ನಿಧಿ ಅನುದಾನ: [700, 824, 775, 876]
- table-header: Tender/ Quotation Last Date: [222, 1222, 267, 1248]
- table-cell: 81750: [652, 876, 700, 928]
- ad-phone: ದೂ: 0820-2532961, Email: pfdudupi@gmail.com: [281, 367, 441, 375]
- table-header: ಇ.ಎಂ.ಡಿ ಮೊತ್ತ (ರೂ. ಗಳಲ್ಲಿ): [652, 754, 700, 772]
- table-cell: ಅರ್ಹ ದರ್ಜೆಯ ಪಿ.ಡಬ್ಲ್ಯೂ.ಡಿ ಗುತ್ತಿಗೆದಾರರು (ಸಿವಿಲ್): [775, 928, 850, 980]
- ad-ref: ಸಂ.ಕಾ.ಇಂ/ಲೋ.ವಿ/ವಿಜ/ಟೆಂ/5054/2024-25: [35, 340, 137, 348]
- table-cell: 28.24: [598, 980, 652, 1060]
- news-headline: ಫೆ.16ರಿಂದ ಅಲಂಗೋಡು ಶ್ರೀ ಧೂಮಾವತೀ ದೈವಸ್ಥಾನದಲ್ಲಿ ನವೀಕರಣ ಪುನರ್ ಪ್ರತಿಷ್ಠಾ ಕಲಶೋತ್ಸವ: [30, 86, 468, 103]
- ad-body: 2024-25ನೇ ಸಾಲಿನ ಪಿ.ಎ.ಬಿ. ಅನುಮೋದನೆ ಪ್ರಕಾರ ದಕ್ಷಿಣ ಕನ್ನಡ ಜಿಲ್ಲೆಯ ಶಾಲೆಗಳಿಗೆ ಕೆಳಕಂಡ ಸಾಮಗ್ರಿಗಳನ್ನು ಒದಗಿಸಲು ಅರ್ಹ ಸಂಸ್ಥೆಗಳಿಂದ ಇ-ಪ್ರೊಕ್ಯೂರ್‌ಮೆಂಟ್ ಮೂಲಕ ಟೆಂಡರ್ ಆಹ್ವಾನಿಸಲಾಗಿದೆ (https://kppp.karnataka.gov.in). ಹೆಚ್ಚಿನ ವಿವರಗಳಿಗೆ ಕಚೇರಿಯನ್ನು ಸಂಪರ್ಕಿಸಬಹುದು.: [35, 1202, 357, 1218]
- ad-office: ಸಮಗ್ರ ಶಿಕ್ಷಣ ಕರ್ನಾಟಕ – ಜಿಲ್ಲಾ ಕಛೇರಿ, ದಕ್ಷಿಣ ಕನ್ನಡ, ಶಾಲಾ ಶಿಕ್ಷಣ ಇಲಾಖೆ, ಉಪನಿರ್ದೇಶಕರ ಕಛೇರಿ, ಮಂಗಳೂರು: [62, 1171, 330, 1180]
- table-cell: Application related to quotation can be obtained from the above office: [267, 1299, 357, 1325]
- table-cell: ಅರ್ಹ ದರ್ಜೆಯ ಪಿ.ಡಬ್ಲ್ಯೂ.ಡಿ ಗುತ್ತಿಗೆದಾರರು (ವಿದ್ಯುತ್): [775, 824, 850, 876]
- table-cell: ಅರ್ಹ ದರ್ಜೆಯ ಪಿ.ಡಬ್ಲ್ಯೂ.ಡಿ ಗುತ್ತಿಗೆದಾರರು (ಸಿವಿಲ್): [775, 980, 850, 1060]
- registration-mark: [102, 1443, 110, 1451]
- ad-dipr: ವಾವಾಸಂ/ಹಾಸನ/ಕೆಎಸ್ಎಂಸಿಎ/2024-25: [701, 650, 781, 657]
- ad-sign: ಸಹಿ/- ಅಧ್ಯಕ್ಷರು, ನಗರಸಭೆ, ಗೌರಿಬಿದನೂರು: [817, 1094, 909, 1103]
- ad-place: ಸ್ಥಳ: ಬೆಂಗಳೂರು: [699, 176, 733, 183]
- ad-office: ಕೊಟಕ್ ಮಹೀಂದ್ರ ಬ್ಯಾಂಕ್ ನೌಕರರ ಸಹಕಾರ ಸಂಘ ನಿಯಮಿತ: [730, 90, 880, 99]
- ad-gov: ಕರ್ನಾಟಕ ಸರ್ಕಾರ: [178, 1164, 214, 1171]
- masthead: [0, 0, 945, 78]
- ad-date: ದಿನಾಂಕ : 15-02-2025: [167, 970, 223, 978]
- ad-title: ಅಲ್ಪಾವಧಿ ಟೆಂಡರ್ ಪ್ರಕಟಣೆ - (ಕರ್ನಾಟಕ ಪ್ರೊಕ್ಯೂರ್‌ಮೆಂಟ್ ಮೂಲಕ): [167, 705, 357, 715]
- table-cell: 2: [36, 1273, 62, 1299]
- table-header: ಅರ್ಹತೆಯ ವರ್ಗ: [775, 754, 850, 772]
- ad-title: ಟೇಬಲ್ ಮತ್ತು ಶೆಲ್ಫ್‌ಗಳು: [479, 365, 687, 376]
- ad-body: ಕಾರ್ಯನಿರ್ವಾಹಕ ಇಂಜಿನಿಯರರು, ಲೋಕೋಪಯೋಗಿ ಇಲಾಖೆ ವಿಭಾಗ ವಿಜಯಪುರ ಇವರು ಕರ್ನಾಟಕ ಸರ್ಕಾರದ ಪರವಾಗಿ ಲೋಕೋಪಯೋಗಿ ಇಲಾಖೆಯಲ್ಲಿ ನೋಂದಾಯಿಸಿದ ಸೂಕ್ತ ವರ್ಗದ ಅರ್ಹ ಗುತ್ತಿಗೆದಾರರಿಂದ ಕೆಳಕಂಡ ಕಾಮಗಾರಿಗಳಿಗೆ ಇ-ಪ್ರೊಕ್ಯೂರ್‌ಮೆಂಟ್ ಮೂಲಕ ಟೆಂಡರ್ ಆಹ್ವಾನಿಸಲಾಗಿದೆ. ಒಟ್ಟು 12 ಕಾಮಗಾರಿಗಳು, ಅಂದಾಜು ಮೊತ್ತ ರೂ. 750.00 ಲಕ್ಷದಿಂದ ರೂ. 200.00 ಲಕ್ಷದವರೆಗೆ. ಟೆಂಡರ್ ಡಾಕ್ಯುಮೆಂಟ್ ಡೌನ್‌ಲೋಡ್ ಪ್ರಾರಂಭ ದಿನಾಂಕ 20.02.2025ರ ಬೆಳಗ್ಗೆ 11.00 ಗಂಟೆಯಿಂದ, ಬಿಡ್ ಸಲ್ಲಿಸಲು ಕೊನೆಯ ದಿನಾಂಕ 03.03.2025ರ ಸಂಜೆ 4.30 ಗಂಟೆಯವರೆಗೆ. ತಾಂತ್ರಿಕ ಬಿಡ್ ತೆರೆಯುವ ದಿನಾಂಕ 04.03.2025ರ ಸಂಜೆ 4.31 ಘಂಟೆಗೆ. ಹೆಚ್ಚಿನ ಮಾಹಿತಿಗಾಗಿ ವೆಬ್‌ಸೈಟ್ www.kppp.karnataka.gov.in ನೋಡಬಹುದು.: [35, 363, 243, 427]
- table-row: [374, 824, 909, 876]
- ad-gram-panchayat: [162, 870, 362, 1156]
- ad-gauribidanur: [366, 666, 916, 1430]
- table-cell: 2.00: [183, 1299, 222, 1325]
- date-block: [745, 32, 915, 56]
- date: 15 ಫೆಬ್ರವರಿ 2025: [745, 43, 816, 55]
- ad-office: ಉಪನಿರ್ದೇಶಕರ ಕಚೇರಿ, ಶಾಲಾ ಶಿಕ್ಷಣ ಇಲಾಖೆ (ಪದವಿ ಪೂರ್ವ), ಮಂಡ್ಯ ಜಿಲ್ಲೆ, ಮಂಡ್ಯ: [483, 331, 683, 340]
- ad-sub: ಕರ್ನಾಟಕ ಪಂಚಾಯತ್ ರಾಜ್ ಅಧಿನಿಯಮ 1993ರ ಪ್ರಕರಣ (4) ರ ಅನ್ವಯ ಸಾರ್ವಜನಿಕ ಪ್ರಕಟಣೆ: [174, 884, 350, 899]
- ad-date-line: (2) ಟೆಂಡರ್ ಅರ್ಜಿ ಸಲ್ಲಿಸಲು ಕೊನೆಯ ದಿನಾಂಕ: 21/02/2025ರ ಮಧ್ಯಾಹ್ನ 12.30 ಘಂಟೆಯವರೆಗೆ: [477, 188, 685, 204]
- table-row: [36, 1248, 357, 1274]
- table-cell: 3 ತಿಂಗಳು: [850, 824, 909, 876]
- ad-kmb-udupi: [252, 320, 470, 660]
- ad-date: ದಿನಾಂಕ: 14.02.2025: [304, 695, 357, 702]
- table-cell: 33.85: [598, 928, 652, 980]
- table-cell: ಗೌರಿಬಿದನೂರು ನಗರಸಭೆ ವ್ಯಾಪ್ತಿಯ ಎಲ್ಲಾ ವಾರ್ಡ್ ನಂ.01 ರಿಂದ 15 ವಾರ್ಡ್‌ಗಳಲ್ಲಿ ಕುಡಿಯುವ ನೀರು ಪೂರೈಕೆ ನಿರ್ವಹಣೆ. DMA/2024-25/OW/WORK_INDENT34903: [400, 876, 598, 928]
- registration-mark: [822, 1443, 830, 1451]
- table-cell: ಗೌರಿಬಿದನೂರು ನಗರಸಭೆಯ 16 ರಿಂದ 31 ವಾರ್ಡ್‌ಗಳಲ್ಲಿ ಸ್ಟ್ರೀಟ್ ಲೈಟ್ ನಿರ್ವಹಣಾ ಕಾಮಗಾರಿ. DMA/2024-25/WS/WORK_INDENT33575: [400, 824, 598, 876]
- table-header: Tender Amount (in lakhs): [183, 1222, 222, 1248]
- ad-date-line: (1) ಬಿಡ್ಡುದಾರರಿಗೆ ಅಂತಿಮ ದಿನಾಂಕ: 18/02/2025ರ ಮಧ್ಯಾಹ್ನ 4-00 ಘಂಟೆಯವರೆಗೆ: [477, 180, 668, 187]
- table-cell: 1: [374, 772, 401, 824]
- ad-email: e-mail:itstff_ulb_gouribidanur@yahoo.co.in, Website: www.gowribidanurtown.gov.in,: [497, 693, 785, 700]
- table-cell: 35300: [652, 980, 700, 1060]
- ad-office: ಕಾರ್ಯನಿರ್ವಾಹಕ ಇಂಜಿನಿಯರರು, ಲೋಕೋಪಯೋಗಿ ಇಲಾಖೆ ವಿಭಾಗ ವಿಜಯಪುರ.: [37, 331, 241, 341]
- table-cell: ಗೌರಿಬಿದನೂರು ನಗರಸಭೆಯ 01 ರಿಂದ 15 ವಾರ್ಡ್‌ಗಳಲ್ಲಿ ಸ್ಟ್ರೀಟ್ ಲೈಟ್ ನಿರ್ವಹಣಾ ಕಾಮಗಾರಿ. DMA/2024-25/WS/WORK_INDENT30116: [400, 772, 598, 824]
- ad-address: ನಂ. 89/1, 2ನೇ ಮಹಡಿ, ಕೆಆರ್ ರೋಡ್, ಜೆ.ಸಿ. ರಸ್ತೆ, ಬೆಂಗಳೂರು - 560002.: [722, 99, 888, 107]
- ad-dipr: DIPR/MNG/KSMCA/1389/24-25 dt 14.02.2025: [35, 1420, 159, 1427]
- table-header: ಕಾಮಗಾರಿಯ ಹೆಸರು: [400, 754, 598, 772]
- table-cell: 2024-25ನೇ ಸಾಲಿನ ಎಸ್.ಎಫ್.ಸಿ ಮುಕ್ತನಿಧಿ ಅನುದಾನ: [700, 772, 775, 824]
- table-cell: ಅರ್ಹ ದರ್ಜೆಯ ಪಿ.ಡಬ್ಲ್ಯೂ.ಡಿ ಗುತ್ತಿಗೆದಾರರು (ವಿದ್ಯುತ್): [775, 772, 850, 824]
- ad-body: ದಕ್ಷಿಣ ಕನ್ನಡ ಜಿಲ್ಲೆಯ ವಿವಿಧ ಆರೋಗ್ಯ ಸಂಸ್ಥೆಗಳಿಗೆ ಹೊರಗುತ್ತಿಗೆ ಆಧಾರದ ಮೇಲೆ ಸ್ವಚ್ಛತೆ ಮತ್ತು ಭದ್ರತಾ ಸಿಬ್ಬಂದಿಗಳನ್ನು ಒದಗಿಸಲು ಅರ್ಹ ಸೇವಾ ಸಂಸ್ಥೆಗಳಿಂದ ಇ-ಪ್ರೊಕ್ಯೂರ್‌ಮೆಂಟ್ ಮೂಲಕ ಟೆಂಡರ್ ಆಹ್ವಾನಿಸಲಾಗಿದೆ. ಟೆಂಡರ್ ದಾಖಲೆಗಳನ್ನು https://kppp.karnataka.gov.in ನಲ್ಲಿ ಪಡೆಯಬಹುದು.: [477, 144, 685, 176]
- table-cell: 2024-25ನೇ ಸಾಲಿನ ನಗರಸಭಾ ನಿಧಿ ಅನುದಾನ: [700, 928, 775, 980]
- ad-title: ಟೆಂಡರ್ ಪ್ರಕಟಣೆ: [477, 132, 685, 143]
- table-cell: 3 ತಿಂಗಳು: [850, 928, 909, 980]
- table-cell: SRC Strengthening Aids & Appliances Materials to 1BRC: [61, 1299, 183, 1325]
- ad-item: 2. ಶ್ರೀಮತಿ ಮಂಜುಳಾ ಕೋಂ ನಾಗರಾಜ, ಸ್ವತ್ತಿನ ಸಂಖ್ಯೆ 287: [167, 951, 289, 959]
- ad-ref: ಸಂಖ್ಯೆ:ಲೋ.ಇ/ಮಂ.ವಿ/ಟೆಂ(4)/2024-25: [167, 695, 257, 702]
- table-cell: 5: [374, 980, 401, 1060]
- ad-sign: ಸಹಿ/- ಸಹಾಯಕ ಕಾರ್ಯನಿರ್ವಾಹಕ ಇಂಜಿನಿಯರ್, ಜೇವರ್ಗಿ: [48, 774, 153, 791]
- ad-ref: ಸಂ: ಕಾಇಂ/ಬಮಮೀ/ಉಡು/ಟೆಂಡರ್/19/2024-25 ದಿ:13-02-2025: [257, 375, 408, 383]
- ad-subtitle: (ದ್ವಿಲಕೋಟೆ ಪದ್ಧತಿ): [340, 402, 382, 410]
